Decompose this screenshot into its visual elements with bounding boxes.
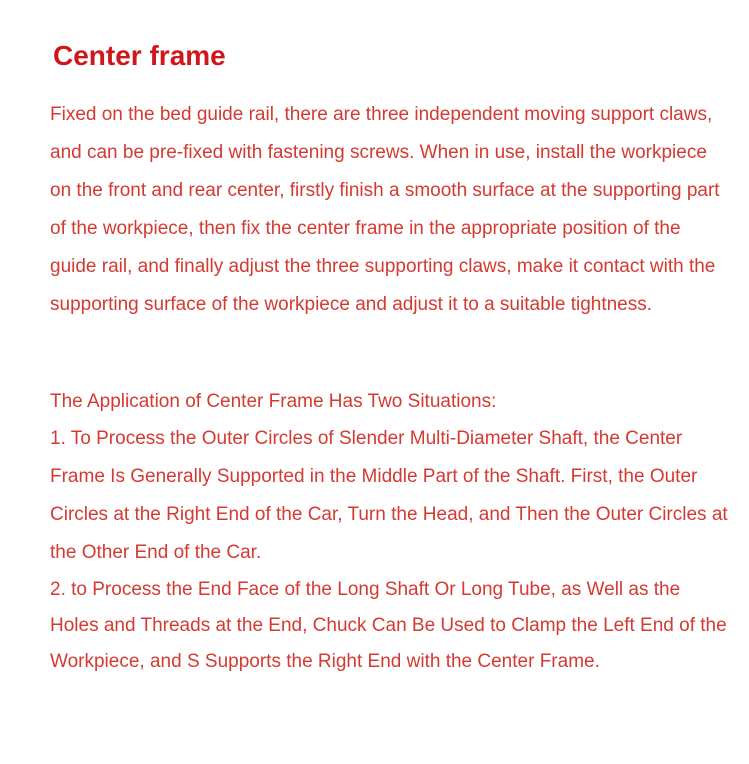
applications-section [50, 383, 730, 680]
applications-heading: The Application of Center Frame Has Two Situations: [50, 391, 497, 412]
application-item-2: 2. to Process the End Face of the Long Shaft Or Long Tube, as Well as the Holes and Threads at the End, Chuck Can Be Used to Clamp the Left End of the Workpiece, and S Supports the Right End with the Center Frame. [50, 579, 727, 672]
page-title: Center frame [53, 40, 226, 71]
application-item-1: 1. To Process the Outer Circles of Slender Multi-Diameter Shaft, the Center Frame Is Generally Supported in the Middle Part of the Shaft. First, the Outer Circles at the Right End of the Car, Turn the Head, and Then the Outer Circles at the Other End of the Car. [50, 428, 728, 563]
intro-paragraph: Fixed on the bed guide rail, there are three independent moving support claws, and can be pre-fixed with fastening screws. When in use, install the workpiece on the front and rear center, firstly finish a smooth surface at the supporting part of the workpiece, then fix the center frame in the appropriate position of the guide rail, and finally adjust the three supporting claws, make it contact with the supporting surface of the workpiece and adjust it to a suitable tightness. [50, 104, 720, 315]
